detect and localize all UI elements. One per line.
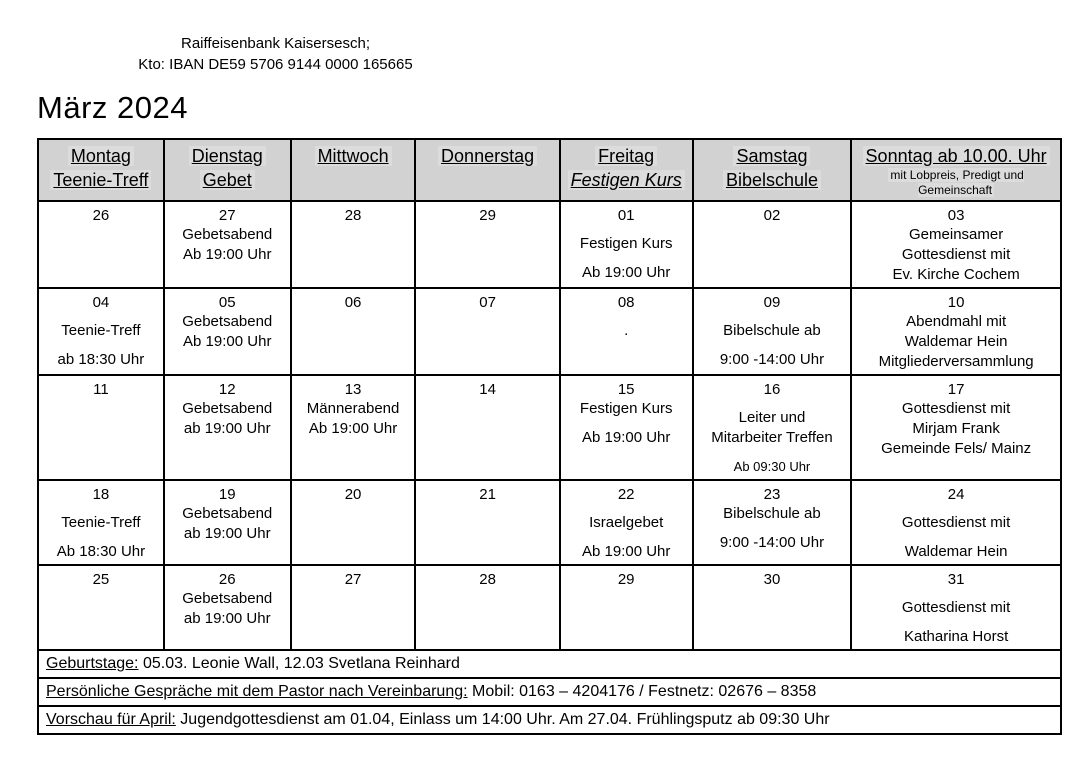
day-cell-11 bbox=[38, 375, 164, 480]
date-number: 10 bbox=[947, 294, 965, 311]
day-cell-09 bbox=[693, 288, 852, 375]
date-number: 11 bbox=[93, 381, 109, 398]
event-text: Katharina Horst bbox=[904, 628, 1009, 645]
date-number: 19 bbox=[218, 486, 236, 503]
note-row-2 bbox=[38, 678, 1061, 706]
event-text: Ab 19:00 Uhr bbox=[582, 264, 671, 281]
day-cell-05 bbox=[164, 288, 291, 375]
event-text: Gebetsabend bbox=[182, 505, 273, 522]
day-subtitle-dienstag: Gebet bbox=[167, 168, 288, 192]
date-number: 24 bbox=[947, 486, 965, 503]
day-cell-26 bbox=[38, 201, 164, 288]
day-name-samstag: Samstag bbox=[696, 144, 849, 168]
column-header-dienstag bbox=[164, 139, 291, 201]
day-name-freitag: Freitag bbox=[563, 144, 690, 168]
day-cell-02 bbox=[693, 201, 852, 288]
day-cell-08 bbox=[560, 288, 693, 375]
date-number: 05 bbox=[218, 294, 236, 311]
date-number: 20 bbox=[344, 486, 362, 503]
note-text: Jugendgottesdienst am 01.04, Einlass um 14:00 Uhr. Am 27.04. Frühlingsputz ab 09:30 Uhr bbox=[175, 711, 830, 728]
day-name-montag: Montag bbox=[41, 144, 161, 168]
note-label: Geburtstage: bbox=[46, 655, 139, 672]
date-number: 29 bbox=[479, 207, 496, 224]
day-cell-07 bbox=[415, 288, 559, 375]
date-number: 13 bbox=[344, 381, 362, 398]
date-number: 14 bbox=[479, 381, 496, 398]
event-text: Gebetsabend bbox=[182, 313, 273, 330]
day-subtitle-freitag: Festigen Kurs bbox=[563, 168, 690, 192]
day-cell-29 bbox=[560, 565, 693, 650]
column-header-samstag bbox=[693, 139, 852, 201]
date-number: 12 bbox=[218, 381, 236, 398]
event-text: Mitarbeiter Treffen bbox=[711, 429, 833, 446]
day-cell-16 bbox=[693, 375, 852, 480]
event-text: 9:00 -14:00 Uhr bbox=[719, 351, 825, 368]
day-cell-15 bbox=[560, 375, 693, 480]
bank-iban: Kto: IBAN DE59 5706 9144 0000 165665 bbox=[138, 56, 413, 73]
column-header-montag bbox=[38, 139, 164, 201]
date-number: 29 bbox=[617, 571, 635, 588]
event-text: Waldemar Hein bbox=[904, 333, 1008, 350]
event-text: ab 19:00 Uhr bbox=[183, 525, 271, 542]
day-cell-10 bbox=[851, 288, 1061, 375]
event-text: ab 19:00 Uhr bbox=[183, 420, 271, 437]
day-note-sonntag: mit Lobpreis, Predigt und Gemeinschaft bbox=[890, 168, 1024, 197]
event-text: Teenie-Treff bbox=[61, 514, 141, 531]
event-text: 9:00 -14:00 Uhr bbox=[719, 534, 825, 551]
event-text: Bibelschule ab bbox=[723, 322, 821, 339]
day-cell-13 bbox=[291, 375, 416, 480]
date-number: 30 bbox=[763, 571, 781, 588]
week-row-1 bbox=[38, 201, 1061, 288]
event-text: Gottesdienst mit bbox=[901, 246, 1011, 263]
note-cell-3 bbox=[38, 706, 1061, 734]
day-cell-21 bbox=[415, 480, 559, 565]
event-text: Männerabend bbox=[306, 400, 400, 417]
event-text: Israelgebet bbox=[589, 514, 664, 531]
date-number: 16 bbox=[763, 381, 781, 398]
event-text: Ab 19:00 Uhr bbox=[582, 543, 671, 560]
day-cell-28 bbox=[291, 201, 416, 288]
date-number: 27 bbox=[218, 207, 236, 224]
event-text: ab 18:30 Uhr bbox=[57, 351, 145, 368]
date-number: 02 bbox=[763, 207, 781, 224]
week-row-5 bbox=[38, 565, 1061, 650]
event-text: Gemeinsamer bbox=[909, 226, 1004, 243]
date-number: 22 bbox=[617, 486, 635, 503]
event-text: Mirjam Frank bbox=[912, 420, 1000, 437]
day-cell-06 bbox=[291, 288, 416, 375]
date-number: 06 bbox=[344, 294, 362, 311]
note-text: 05.03. Leonie Wall, 12.03 Svetlana Reinhard bbox=[138, 655, 460, 672]
day-name-sonntag: Sonntag ab 10.00. Uhr bbox=[854, 144, 1058, 168]
day-cell-27 bbox=[291, 565, 416, 650]
event-text: Teenie-Treff bbox=[61, 322, 141, 339]
day-cell-04 bbox=[38, 288, 164, 375]
note-text: Mobil: 0163 – 4204176 / Festnetz: 02676 – 8358 bbox=[467, 683, 817, 700]
calendar-header-row bbox=[38, 139, 1061, 201]
event-text: Gottesdienst mit bbox=[901, 514, 1011, 531]
date-number: 15 bbox=[617, 381, 635, 398]
event-text: Bibelschule ab bbox=[723, 505, 821, 522]
event-text: Ab 19:00 Uhr bbox=[183, 333, 272, 350]
day-cell-03 bbox=[851, 201, 1061, 288]
note-cell-2 bbox=[38, 678, 1061, 706]
event-text: Leiter und bbox=[738, 409, 806, 426]
event-text: Ev. Kirche Cochem bbox=[892, 266, 1020, 283]
event-text: Waldemar Hein bbox=[904, 543, 1008, 560]
date-number: 01 bbox=[617, 207, 635, 224]
event-text: Ab 09:30 Uhr bbox=[733, 459, 811, 474]
day-cell-29 bbox=[415, 201, 559, 288]
event-text: Festigen Kurs bbox=[579, 235, 673, 252]
date-number: 17 bbox=[947, 381, 965, 398]
date-number: 04 bbox=[92, 294, 110, 311]
day-name-dienstag: Dienstag bbox=[167, 144, 288, 168]
day-cell-14 bbox=[415, 375, 559, 480]
calendar-table bbox=[37, 138, 1062, 735]
date-number: 23 bbox=[763, 486, 781, 503]
note-row-1 bbox=[38, 650, 1061, 678]
column-header-freitag bbox=[560, 139, 693, 201]
day-cell-25 bbox=[38, 565, 164, 650]
date-number: 18 bbox=[92, 486, 110, 503]
date-number: 26 bbox=[218, 571, 236, 588]
event-text: Gebetsabend bbox=[182, 590, 273, 607]
date-number: 09 bbox=[763, 294, 781, 311]
event-text: ab 19:00 Uhr bbox=[183, 610, 271, 627]
event-text: Mitgliederversammlung bbox=[878, 353, 1034, 370]
note-row-3 bbox=[38, 706, 1061, 734]
page-title: März 2024 bbox=[37, 90, 188, 125]
date-number: 26 bbox=[92, 207, 110, 224]
day-cell-23 bbox=[693, 480, 852, 565]
event-text: Gebetsabend bbox=[182, 400, 273, 417]
event-text: Ab 19:00 Uhr bbox=[183, 246, 272, 263]
event-text: Gottesdienst mit bbox=[901, 400, 1011, 417]
bank-info bbox=[118, 33, 433, 75]
day-cell-27 bbox=[164, 201, 291, 288]
event-text: Gottesdienst mit bbox=[901, 599, 1011, 616]
column-header-sonntag bbox=[851, 139, 1061, 201]
day-cell-24 bbox=[851, 480, 1061, 565]
event-text: Festigen Kurs bbox=[579, 400, 673, 417]
date-number: 03 bbox=[947, 207, 965, 224]
week-row-3 bbox=[38, 375, 1061, 480]
date-number: 25 bbox=[92, 571, 110, 588]
date-number: 21 bbox=[479, 486, 496, 503]
bank-name: Raiffeisenbank Kaisersesch; bbox=[181, 35, 370, 52]
event-text: Ab 19:00 Uhr bbox=[308, 420, 398, 437]
event-text: Abendmahl mit bbox=[906, 313, 1007, 330]
day-cell-17 bbox=[851, 375, 1061, 480]
date-number: 07 bbox=[479, 294, 496, 311]
week-row-4 bbox=[38, 480, 1061, 565]
day-cell-22 bbox=[560, 480, 693, 565]
date-number: 27 bbox=[344, 571, 362, 588]
event-text: Ab 19:00 Uhr bbox=[582, 429, 671, 446]
note-label: Persönliche Gespräche mit dem Pastor nach Vereinbarung: bbox=[46, 683, 468, 700]
date-number: 28 bbox=[344, 207, 362, 224]
day-cell-12 bbox=[164, 375, 291, 480]
date-number: 28 bbox=[479, 571, 496, 588]
event-text: Ab 18:30 Uhr bbox=[56, 543, 146, 560]
column-header-mittwoch bbox=[291, 139, 416, 201]
day-cell-20 bbox=[291, 480, 416, 565]
day-cell-26 bbox=[164, 565, 291, 650]
date-number: 08 bbox=[617, 294, 635, 311]
event-text: . bbox=[624, 322, 629, 339]
day-cell-31 bbox=[851, 565, 1061, 650]
day-cell-01 bbox=[560, 201, 693, 288]
day-cell-30 bbox=[693, 565, 852, 650]
day-subtitle-montag: Teenie-Treff bbox=[41, 168, 161, 192]
day-name-mittwoch: Mittwoch bbox=[294, 144, 413, 168]
day-name-donnerstag: Donnerstag bbox=[418, 144, 556, 168]
day-subtitle-samstag: Bibelschule bbox=[696, 168, 849, 192]
week-row-2 bbox=[38, 288, 1061, 375]
event-text: Gebetsabend bbox=[182, 226, 273, 243]
note-label: Vorschau für April: bbox=[46, 711, 176, 728]
day-cell-19 bbox=[164, 480, 291, 565]
event-text: Gemeinde Fels/ Mainz bbox=[881, 440, 1032, 457]
column-header-donnerstag bbox=[415, 139, 559, 201]
note-cell-1 bbox=[38, 650, 1061, 678]
date-number: 31 bbox=[947, 571, 965, 588]
day-cell-18 bbox=[38, 480, 164, 565]
day-cell-28 bbox=[415, 565, 559, 650]
